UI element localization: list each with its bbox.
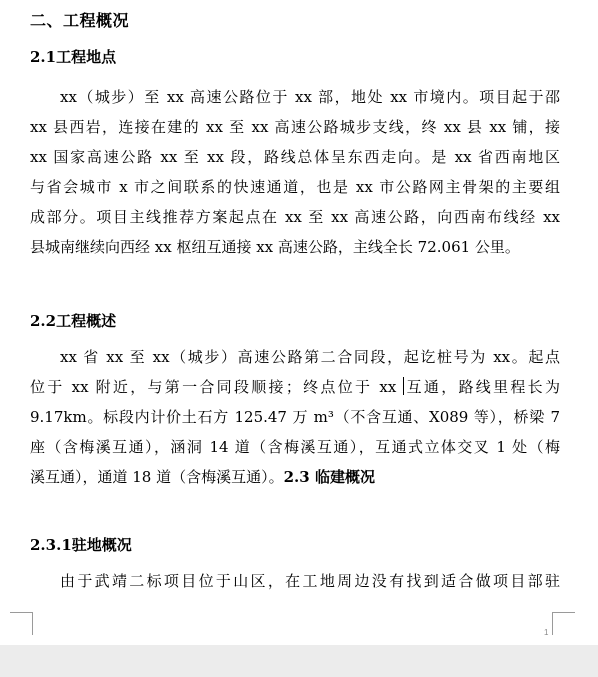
- paragraph-line: xx 县西岩，连接在建的 xx 至 xx 高速公路城步支线，终 xx 县 xx 铺，接: [30, 118, 560, 136]
- page-gap: [0, 645, 598, 677]
- page-number: 1: [544, 628, 549, 637]
- paragraph-text: 溪互通），通道 18 道（含梅溪互通）。: [30, 468, 284, 486]
- paragraph-line: xx 省 xx 至 xx（城步）高速公路第二合同段，起讫桩号为 xx。起点: [60, 348, 560, 366]
- section-heading-2-1: 2.1工程地点: [30, 48, 117, 66]
- section-heading-2-3-1: 2.3.1驻地概况: [30, 536, 132, 554]
- paragraph-line: 成部分。项目主线推荐方案起点在 xx 至 xx 高速公路，向西南布线经 xx: [30, 208, 560, 226]
- paragraph-line: xx（城步）至 xx 高速公路位于 xx 部，地处 xx 市境内。项目起于邵: [60, 88, 560, 106]
- paragraph-line: [30, 372, 560, 402]
- paragraph-line: 县城南继续向西经 xx 枢纽互通接 xx 高速公路，主线全长 72.061 公里。: [30, 238, 520, 256]
- paragraph-line: [30, 462, 560, 492]
- paragraph-line: 9.17km。标段内计价土石方 125.47 万 m³（不含互通、X089 等），桥梁 7: [30, 408, 560, 426]
- paragraph-line: 座（含梅溪互通），涵洞 14 道（含梅溪互通），互通式立体交叉 1 处（梅: [30, 438, 560, 456]
- paragraph-line: 与省会城市 x 市之间联系的快速通道，也是 xx 市公路网主骨架的主要组: [30, 178, 560, 196]
- paragraph-line: xx 国家高速公路 xx 至 xx 段，路线总体呈东西走向。是 xx 省西南地区: [30, 148, 560, 166]
- paragraph-text: 互通，路线里程长为: [404, 378, 560, 396]
- page-margin-marker-right: [552, 612, 575, 635]
- paragraph-line: 由于武靖二标项目位于山区，在工地周边没有找到适合做项目部驻: [60, 572, 560, 590]
- section-paragraph-2-3-1: [30, 566, 560, 596]
- section-heading-2-3: 2.3 临建概况: [283, 468, 375, 486]
- section-heading-2-2: 2.2工程概述: [30, 312, 117, 330]
- paragraph-text: 位于 xx 附近，与第一合同段顺接；终点位于 xx: [30, 378, 397, 396]
- section-paragraph-2-1: [30, 82, 560, 262]
- page-margin-marker-left: [10, 612, 33, 635]
- section-paragraph-2-2: [30, 342, 560, 492]
- document-heading: 二、工程概况: [30, 11, 130, 30]
